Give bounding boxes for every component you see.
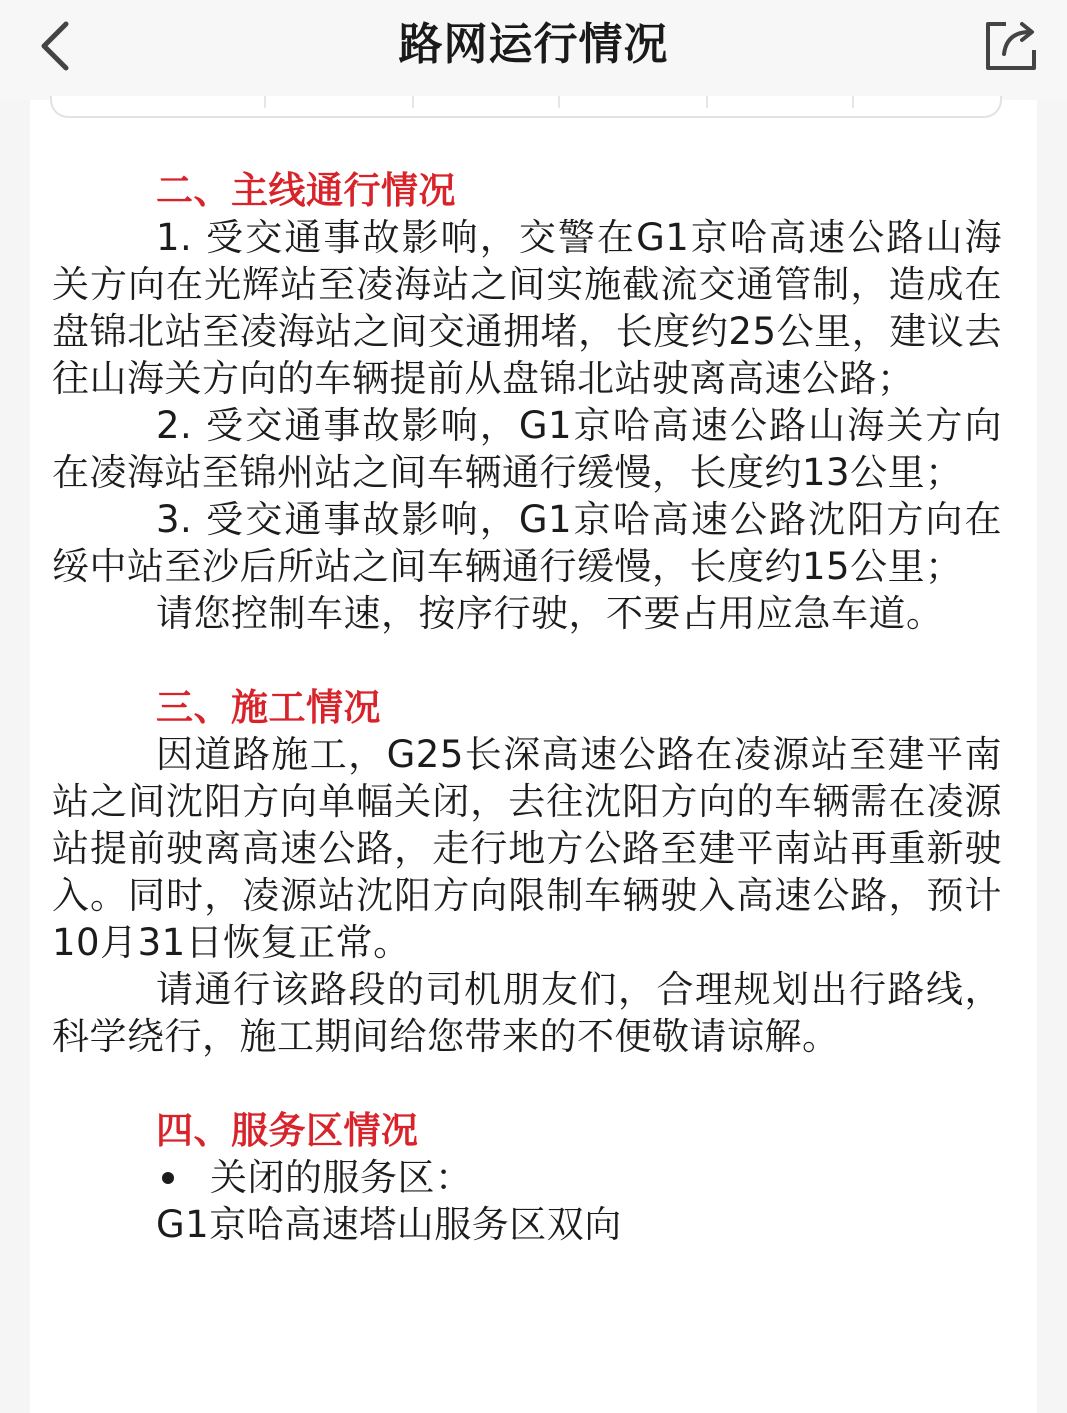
tab-divider: [412, 96, 414, 108]
page-title: 路网运行情况: [398, 19, 669, 70]
construction-section: [52, 684, 1002, 1060]
service-area-section: [52, 1107, 1002, 1248]
tab-divider: [706, 96, 708, 108]
paragraph: 请您控制车速，按序行驶，不要占用应急车道。: [156, 592, 944, 635]
list-item-label: 关闭的服务区：: [210, 1156, 473, 1199]
paragraph: 因道路施工，G25长深高速公路在凌源站至建平南站之间沈阳方向单幅关闭，去往沈阳方向的车辆需在凌源站提前驶离高速公路，走行地方公路至建平南站再重新驶入。同时，凌源站沈阳方向限制车辆驶入高速公路，预计10月31日恢复正常。: [52, 733, 1002, 964]
right-margin-shade: [1037, 100, 1067, 1413]
section-heading: 二、主线通行情况: [156, 169, 456, 212]
share-icon: [982, 16, 1040, 74]
top-navigation-bar: [0, 0, 1067, 100]
section-gap: [52, 637, 1002, 684]
tab-divider: [558, 96, 560, 108]
left-margin-shade: [0, 100, 30, 1413]
mainline-section: [52, 167, 1002, 637]
paragraph: 请通行该路段的司机朋友们，合理规划出行路线，科学绕行，施工期间给您带来的不便敬请谅解。: [52, 968, 1002, 1058]
section-heading: 四、服务区情况: [156, 1109, 419, 1152]
section-gap: [52, 1060, 1002, 1107]
section-heading: 三、施工情况: [156, 686, 381, 729]
service-area-line: G1京哈高速塔山服务区双向: [156, 1203, 622, 1246]
article-content: [52, 167, 1002, 1248]
list-item: [52, 1154, 1002, 1201]
tab-strip-bottom-edge: [50, 96, 1002, 118]
share-button[interactable]: [982, 16, 1040, 74]
paragraph: 3. 受交通事故影响，G1京哈高速公路沈阳方向在绥中站至沙后所站之间车辆通行缓慢，长度约15公里；: [52, 498, 1002, 588]
tab-divider: [264, 96, 266, 108]
tab-divider: [852, 96, 854, 108]
bullet-icon: [162, 1172, 174, 1184]
paragraph: 2. 受交通事故影响，G1京哈高速公路山海关方向在凌海站至锦州站之间车辆通行缓慢，长度约13公里；: [52, 404, 1002, 494]
paragraph: 1. 受交通事故影响，交警在G1京哈高速公路山海关方向在光辉站至凌海站之间实施截流交通管制，造成在盘锦北站至凌海站之间交通拥堵，长度约25公里，建议去往山海关方向的车辆提前从盘锦北站驶离高速公路；: [52, 216, 1002, 400]
